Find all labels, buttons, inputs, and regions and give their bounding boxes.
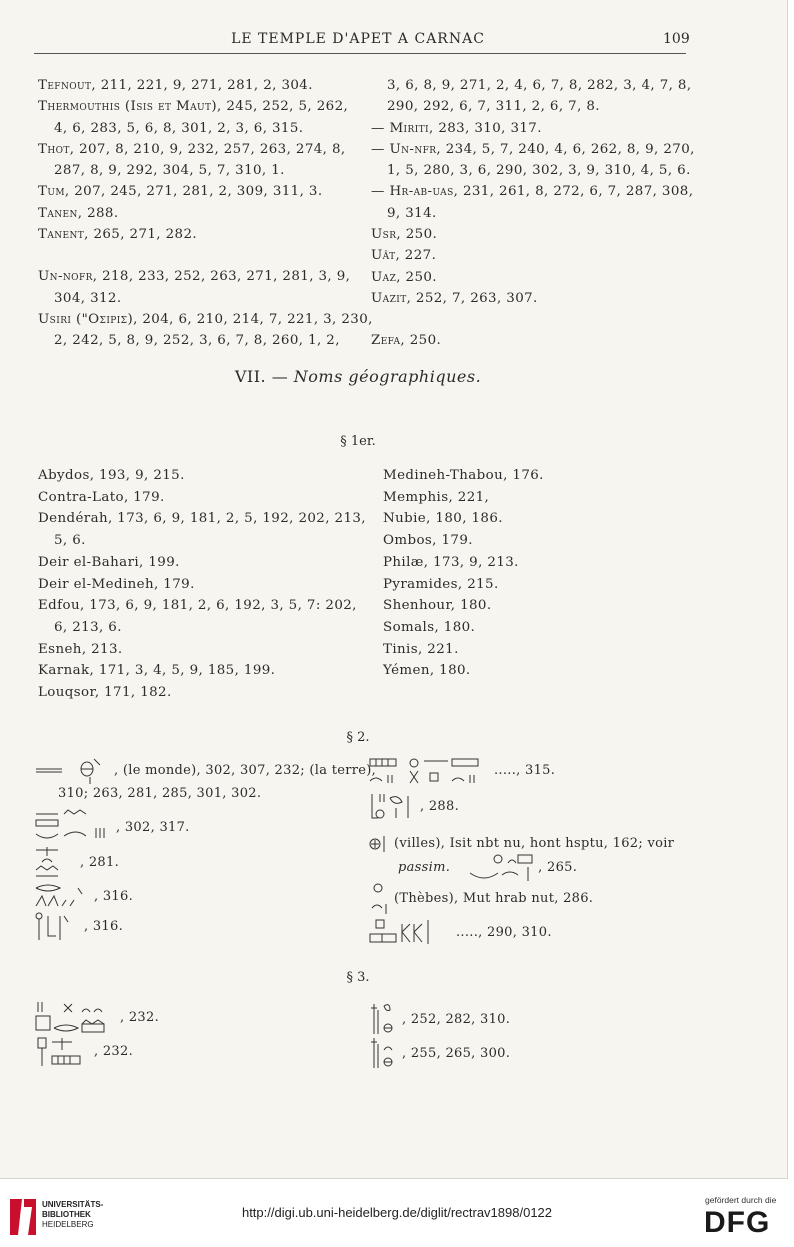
index-entry: Usiri ("Οσιρις), 204, 6, 210, 214, 7, 221, 3, 230,: [38, 311, 373, 327]
index-entry: Tanent, 265, 271, 282.: [38, 227, 198, 243]
hieroglyph-entry: , 232.: [34, 1036, 133, 1068]
hieroglyph-entry: ....., 290, 310.: [368, 918, 552, 948]
source-url-link[interactable]: http://digi.ub.uni-heidelberg.de/diglit/rectrav1898/0122: [241, 1205, 553, 1220]
divine-names-right-column: [371, 75, 695, 352]
index-entry: Un-nofr, 218, 233, 252, 263, 271, 281, 3, 9,: [38, 269, 351, 285]
index-entry: 9, 314.: [387, 205, 437, 221]
index-entry: 6, 213, 6.: [54, 619, 122, 635]
hieroglyph-entry: , 232.: [34, 1000, 159, 1036]
hieroglyph-entry: , 316.: [34, 882, 133, 912]
index-entry: Deir el-Bahari, 199.: [38, 554, 180, 570]
index-entry: Edfou, 173, 6, 9, 181, 2, 6, 192, 3, 5, 7: 202,: [38, 598, 357, 614]
hieroglyph-entry: , 302, 317.: [34, 808, 190, 848]
index-entry: Philæ, 173, 9, 213.: [383, 554, 519, 570]
thebes-determinative-icon: [368, 882, 390, 916]
running-header: LE TEMPLE D'APET A CARNAC: [231, 31, 485, 47]
hieroglyph-group-icon: [34, 882, 90, 912]
hieroglyph-group-icon: [34, 1000, 116, 1036]
index-entry: 287, 8, 9, 292, 304, 5, 7, 310, 1.: [54, 163, 285, 179]
hieroglyph-entry: (villes), Isit nbt nu, hont hsptu, 162; voir: [368, 834, 674, 854]
index-entry: Louqsor, 171, 182.: [38, 685, 172, 701]
section-heading-3: § 3.: [346, 970, 370, 985]
hieroglyph-entry: , 252, 282, 310.: [368, 1002, 510, 1038]
dfg-logo: DFG: [704, 1206, 771, 1239]
index-entry: Tinis, 221.: [383, 641, 459, 657]
hieroglyph-group-icon: [34, 757, 110, 785]
index-entry: Tum, 207, 245, 271, 281, 2, 309, 311, 3.: [38, 184, 323, 200]
hieroglyph-entry: , 316.: [34, 912, 123, 942]
city-determinative-icon: [368, 834, 390, 854]
divine-names-left-column: [38, 75, 373, 352]
hieroglyph-group-icon: [34, 808, 112, 848]
index-entry: Pyramides, 215.: [383, 576, 499, 592]
index-entry: Contra-Lato, 179.: [38, 489, 165, 505]
hieroglyph-entry: (Thèbes), Mut hrab nut, 286.: [368, 882, 593, 916]
index-entry: Thot, 207, 8, 210, 9, 232, 257, 263, 274, 8,: [38, 141, 346, 157]
hieroglyph-entry: , 255, 265, 300.: [368, 1036, 510, 1072]
index-entry: Somals, 180.: [383, 619, 476, 635]
hieroglyph-group-icon: [34, 912, 80, 942]
hieroglyph-entry: , (le monde), 302, 307, 232; (la terre),: [34, 757, 376, 785]
hieroglyph-entry-continued: passim. , 265.: [398, 853, 577, 883]
index-entry: 4, 6, 283, 5, 6, 8, 301, 2, 3, 6, 315.: [54, 120, 304, 136]
index-entry: Zefa, 250.: [371, 333, 442, 349]
hieroglyph-entry: , 281.: [34, 846, 119, 880]
index-entry: Memphis, 221,: [383, 489, 490, 505]
index-entry: — Miriti, 283, 310, 317.: [371, 120, 542, 136]
header-rule: [34, 53, 686, 54]
page-number: 109: [663, 31, 690, 47]
funding-caption: gefördert durch die: [705, 1195, 777, 1205]
hieroglyph-group-icon: [368, 792, 416, 822]
hieroglyph-group-icon: [368, 918, 452, 948]
hieroglyph-group-icon: [368, 1002, 398, 1038]
section-heading-2: § 2.: [346, 730, 370, 745]
index-entry: Medineh-Thabou, 176.: [383, 468, 544, 483]
index-entry: Shenhour, 180.: [383, 598, 492, 614]
index-entry: Ombos, 179.: [383, 533, 473, 549]
hieroglyph-group-icon: [368, 757, 490, 785]
index-entry: Uât, 227.: [371, 248, 437, 264]
index-entry: Abydos, 193, 9, 215.: [38, 468, 185, 483]
hieroglyph-entry: ....., 315.: [368, 757, 555, 785]
index-entry: 290, 292, 6, 7, 311, 2, 6, 7, 8.: [387, 99, 600, 115]
geographic-names-left-column: [38, 465, 368, 704]
index-entry: Usr, 250.: [371, 227, 438, 243]
index-entry: Tanen, 288.: [38, 205, 119, 221]
index-entry: 2, 242, 5, 8, 9, 252, 3, 6, 7, 8, 260, 1, 2,: [54, 333, 340, 349]
section-heading-1: § 1er.: [340, 434, 376, 449]
index-entry: Thermouthis (Isis et Maut), 245, 252, 5, 262,: [38, 99, 349, 115]
hieroglyph-entry-continued: 310; 263, 281, 285, 301, 302.: [58, 786, 262, 801]
index-entry: 304, 312.: [54, 290, 122, 306]
hieroglyph-group-icon: [34, 1036, 90, 1068]
index-entry: Esneh, 213.: [38, 641, 123, 657]
hieroglyph-entry: , 288.: [368, 792, 459, 822]
index-entry: 1, 5, 280, 3, 6, 290, 302, 3, 9, 310, 4, 5, 6.: [387, 163, 691, 179]
index-entry: Uaz, 250.: [371, 269, 437, 285]
index-entry: 5, 6.: [54, 533, 86, 549]
hieroglyph-group-icon: [34, 846, 76, 880]
chapter-heading: VII. — Noms géographiques.: [234, 367, 482, 386]
index-entry: — Un-nfr, 234, 5, 7, 240, 4, 6, 262, 8, 9, 270,: [371, 141, 695, 157]
index-entry: Deir el-Medineh, 179.: [38, 576, 195, 592]
index-entry: — Hr-ab-uas, 231, 261, 8, 272, 6, 7, 287, 308,: [371, 184, 694, 200]
university-library-name: UNIVERSITÄTS- BIBLIOTHEK HEIDELBERG: [42, 1200, 104, 1229]
geographic-names-right-column: [383, 465, 683, 682]
index-entry: Yémen, 180.: [383, 663, 471, 679]
hieroglyph-group-icon: [368, 1036, 398, 1072]
index-entry: 3, 6, 8, 9, 271, 2, 4, 6, 7, 8, 282, 3, 4, 7, 8,: [387, 78, 692, 93]
index-entry: Uazit, 252, 7, 263, 307.: [371, 290, 538, 306]
index-entry: Dendérah, 173, 6, 9, 181, 2, 5, 192, 202, 213,: [38, 511, 366, 527]
hieroglyph-group-icon: [458, 853, 534, 883]
index-entry: Tefnout, 211, 221, 9, 271, 281, 2, 304.: [38, 78, 313, 93]
index-entry: Karnak, 171, 3, 4, 5, 9, 185, 199.: [38, 663, 276, 679]
index-entry: Nubie, 180, 186.: [383, 511, 503, 527]
